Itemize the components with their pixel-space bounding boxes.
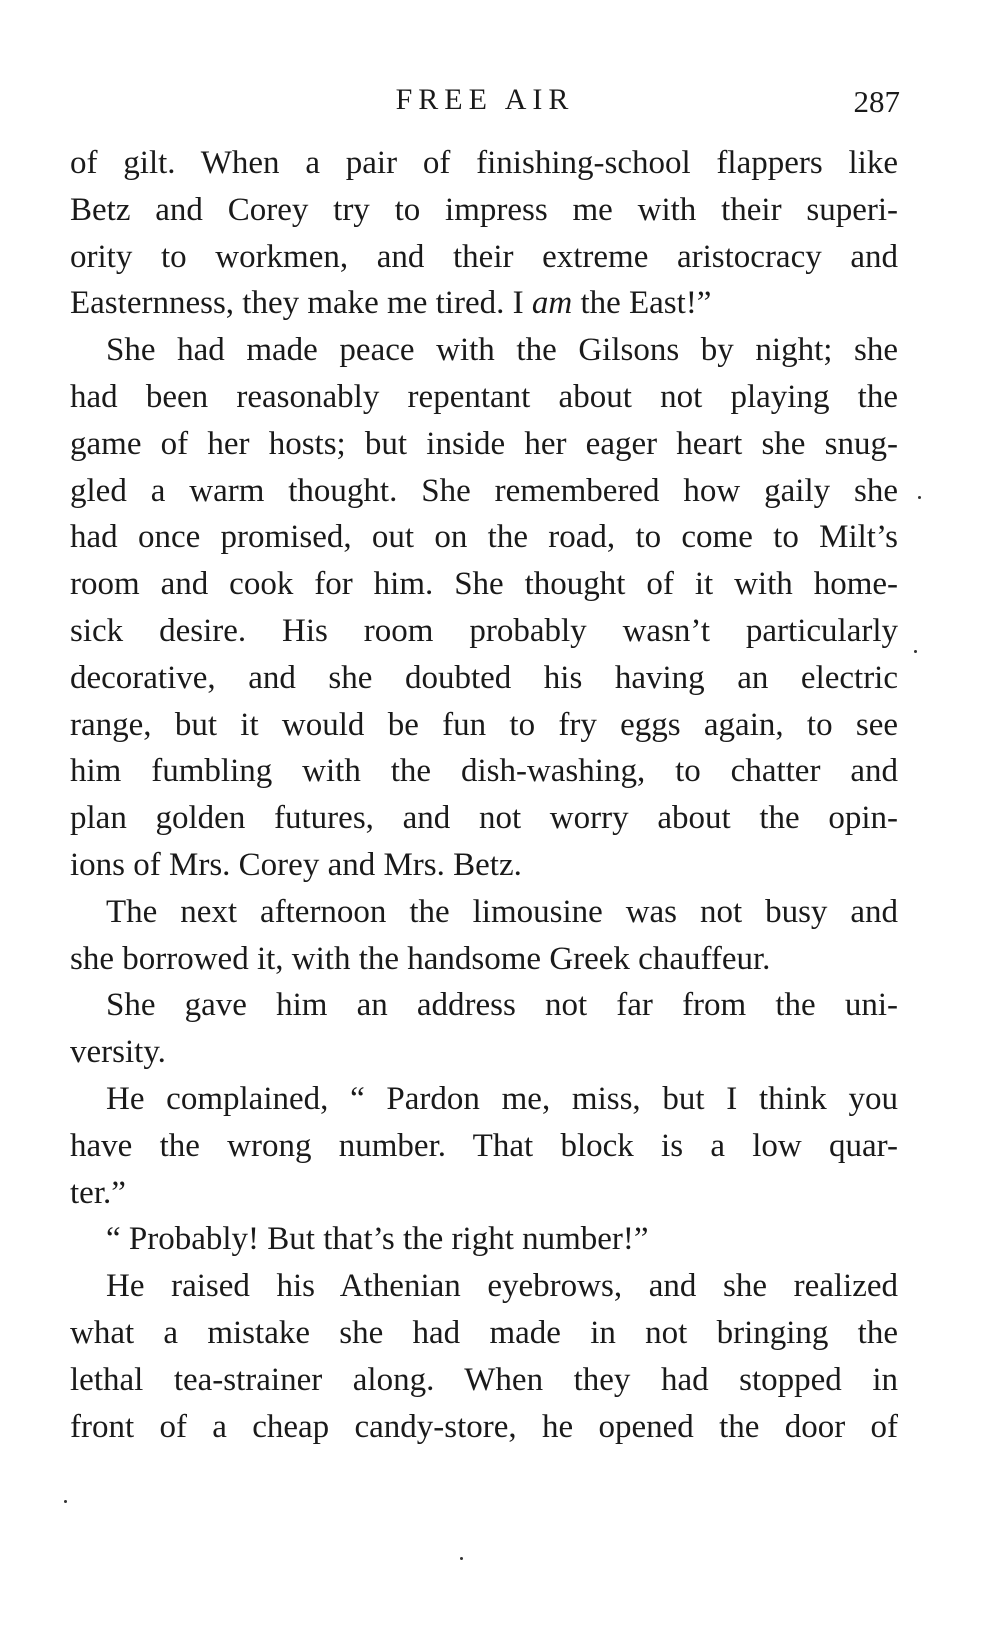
text-line: of gilt. When a pair of finishing-school flappers like xyxy=(70,145,898,181)
page-number: 287 xyxy=(853,84,900,119)
italic-word: am xyxy=(531,285,573,322)
running-head xyxy=(70,78,900,122)
text-line xyxy=(70,280,898,327)
text-line: ions of Mrs. Corey and Mrs. Betz. xyxy=(70,846,522,883)
text-run: Easternness, they make me tired. I xyxy=(70,285,532,322)
text-line: room and cook for him. She thought of it with home- xyxy=(70,566,898,603)
text-line: Betz and Corey try to impress me with their superi- xyxy=(70,191,898,228)
text-line: had been reasonably repentant about not playing the xyxy=(70,378,898,415)
text-line: She had made peace with the Gilsons by night; she xyxy=(106,332,898,369)
body-text xyxy=(70,140,898,1450)
text-line: decorative, and she doubted his having an electric xyxy=(70,659,898,696)
text-line: He raised his Athenian eyebrows, and she realized xyxy=(106,1268,898,1305)
text-line: gled a warm thought. She remembered how gaily she xyxy=(70,472,898,509)
text-line: had once promised, out on the road, to come to Milt’s xyxy=(70,519,898,556)
scan-speck xyxy=(64,1500,67,1503)
text-line: what a mistake she had made in not bringing the xyxy=(70,1314,898,1351)
text-line: game of her hosts; but inside her eager heart she snug- xyxy=(70,425,898,462)
scan-speck xyxy=(918,496,921,499)
text-line: she borrowed it, with the handsome Greek chauffeur. xyxy=(70,940,771,977)
text-line: front of a cheap candy-store, he opened the door of xyxy=(70,1408,898,1445)
text-line: He complained, “ Pardon me, miss, but I think you xyxy=(106,1080,898,1117)
text-line: ter.” xyxy=(70,1174,126,1211)
text-line: ority to workmen, and their extreme aristocracy and xyxy=(70,238,898,275)
text-line: She gave him an address not far from the uni- xyxy=(106,987,898,1024)
text-line: lethal tea-strainer along. When they had stopped in xyxy=(70,1361,898,1398)
text-line: have the wrong number. That block is a low quar- xyxy=(70,1127,898,1164)
text-line: sick desire. His room probably wasn’t particularly xyxy=(70,612,898,649)
text-line: The next afternoon the limousine was not busy and xyxy=(106,893,898,930)
text-line: plan golden futures, and not worry about the opin- xyxy=(70,800,898,837)
scan-speck xyxy=(914,650,917,653)
text-line: range, but it would be fun to fry eggs again, to see xyxy=(70,706,898,743)
running-title: FREE AIR xyxy=(395,83,575,116)
text-line: versity. xyxy=(70,1034,166,1071)
text-line: him fumbling with the dish-washing, to chatter and xyxy=(70,753,898,790)
scan-speck xyxy=(460,1557,463,1560)
text-run: the East!” xyxy=(572,285,712,322)
text-line: “ Probably! But that’s the right number!” xyxy=(106,1221,649,1258)
